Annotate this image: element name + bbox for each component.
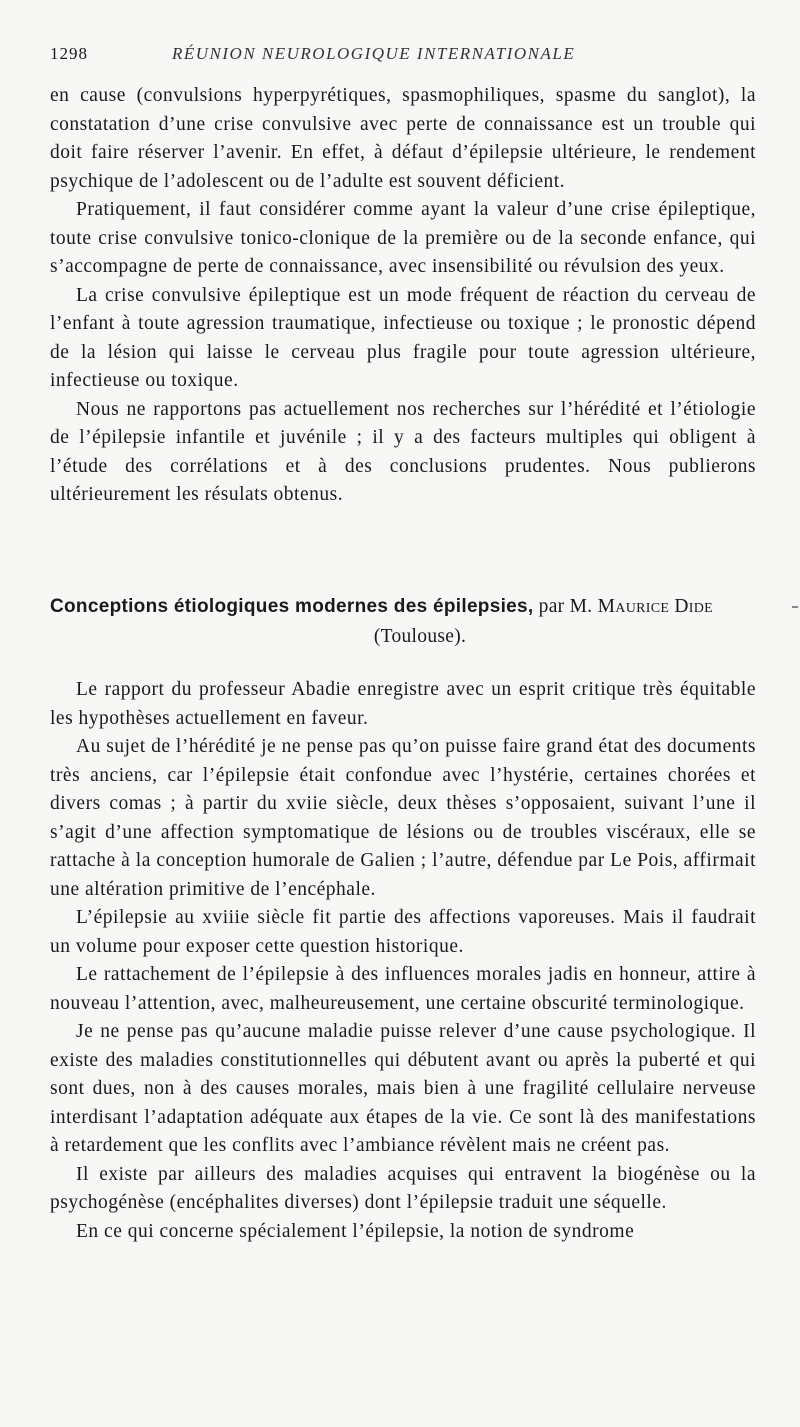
paragraph: Il existe par ailleurs des maladies acquises qui entravent la biogénèse ou la psychogénèse (encéphalites diverses) dont l’épilepsie traduit une séquelle. [50, 1163, 756, 1213]
paragraph: Je ne pense pas qu’aucune maladie puisse relever d’une cause psychologique. Il existe des maladies constitutionnelles qui débutent avant ou après la puberté et qui sont dues, non à des causes morales, mais bien à une fragilité cellulaire nerveuse interdisant l’adaptation adéquate aux étapes de la vie. Ce sont là des manifestations à retardement que les conflits avec l’ambiance révèlent mais ne créent pas. [50, 1021, 756, 1156]
paragraph: Au sujet de l’hérédité je ne pense pas qu’on puisse faire grand état des documents très anciens, car l’épilepsie était confondue avec l’hystérie, certaines chorées et divers comas ; à partir du xviie siècle, deux thèses s’opposaient, suivant l’une il s’agit d’une affection symptomatique de lésions ou de troubles viscéraux, elle se rattache à la conception humorale de Galien ; l’autre, défendue par Le Pois, affirmait une altération primitive de l’encéphale. [50, 736, 756, 900]
heading-title: Conceptions étiologiques modernes des épilepsies, [50, 596, 534, 617]
heading-author: M. Maurice Dide [569, 596, 713, 617]
section-2-text [50, 676, 756, 1246]
paragraph: En ce qui concerne spécialement l’épilepsie, la notion de syndrome [76, 1220, 635, 1242]
paragraph: Pratiquement, il faut considérer comme ayant la valeur d’une crise épileptique, toute crise convulsive tonico-clonique de la première ou de la seconde enfance, qui s’accompagne de perte de connaissance, avec insensibilité ou révulsion des yeux. [50, 199, 756, 277]
paragraph: en cause (convulsions hyperpyrétiques, spasmophiliques, spasme du sanglot), la constatation d’une crise convulsive avec perte de connaissance est un trouble qui doit faire réserver l’avenir. En effet, à défaut d’épilepsie ultérieure, le rendement psychique de l’adolescent ou de l’adulte est souvent déficient. [50, 85, 756, 192]
paragraph: Le rapport du professeur Abadie enregistre avec un esprit critique très équitable les hypothèses actuellement en faveur. [50, 679, 756, 729]
paragraph: Nous ne rapportons pas actuellement nos recherches sur l’hérédité et l’étiologie de l’épilepsie infantile et juvénile ; il y a des facteurs multiples qui obligent à l’étude des corrélations et à des conclusions prudentes. Nous publierons ultérieurement les résulats obtenus. [50, 398, 756, 505]
running-header [50, 44, 750, 68]
heading-place: (Toulouse). [373, 626, 467, 647]
paragraph: Le rattachement de l’épilepsie à des influences morales jadis en honneur, attire à nouveau l’attention, avec, malheureusement, une certaine obscurité terminologique. [50, 964, 756, 1014]
paragraph: L’épilepsie au xviiie siècle fit partie des affections vaporeuses. Mais il faudrait un volume pour exposer cette question historique. [50, 907, 756, 957]
running-title: RÉUNION NEUROLOGIQUE INTERNATIONALE [172, 44, 576, 63]
paragraph: La crise convulsive épileptique est un mode fréquent de réaction du cerveau de l’enfant à toute agression traumatique, infectieuse ou toxique ; le pronostic dépend de la lésion qui laisse le cerveau plus fragile pour toute agression ultérieure, infectieuse ou toxique. [50, 284, 756, 391]
heading-by: par [538, 596, 565, 617]
margin-mark [792, 606, 798, 608]
section-heading [50, 592, 770, 652]
section-1-text [50, 82, 756, 510]
page-number: 1298 [50, 44, 88, 63]
